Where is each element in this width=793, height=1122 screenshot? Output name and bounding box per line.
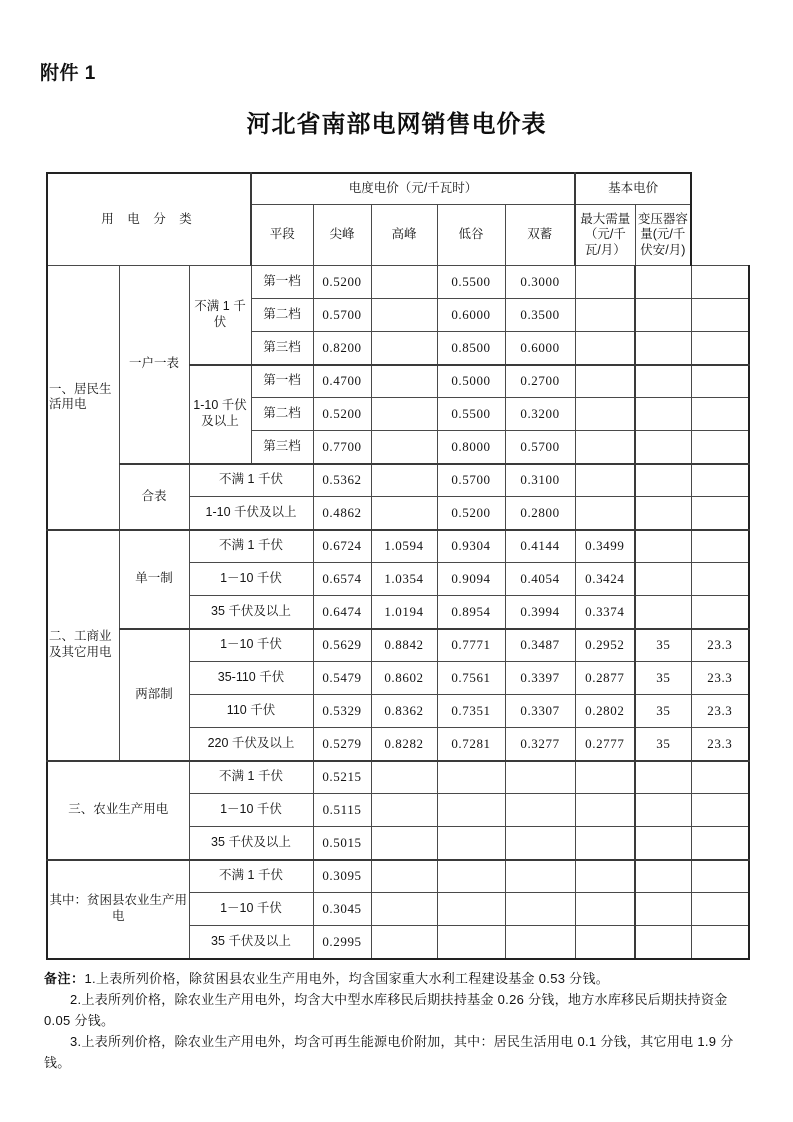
cell-flat: 0.7700 [313, 431, 371, 464]
cell-peak: 0.5500 [437, 266, 505, 299]
cell-peak: 0.5500 [437, 398, 505, 431]
section-label-residential: 一、居民生活用电 [47, 266, 119, 530]
cell-double-storage [575, 893, 635, 926]
cell-valley: 0.4054 [505, 563, 575, 596]
cell-transformer-capacity [691, 563, 749, 596]
cell-flat: 0.6724 [313, 530, 371, 563]
cell-sharp-peak: 0.8602 [371, 662, 437, 695]
cell-transformer-capacity: 23.3 [691, 662, 749, 695]
voltage-label: 不满 1 千伏 [189, 530, 313, 563]
cell-valley [505, 893, 575, 926]
cell-peak: 0.9304 [437, 530, 505, 563]
cell-max-demand: 35 [635, 629, 691, 662]
cell-double-storage [575, 266, 635, 299]
cell-flat: 0.3045 [313, 893, 371, 926]
cell-flat: 0.5279 [313, 728, 371, 761]
cell-peak [437, 926, 505, 959]
cell-sharp-peak [371, 464, 437, 497]
cell-transformer-capacity [691, 827, 749, 860]
header-peak: 高峰 [371, 205, 437, 266]
cell-max-demand: 35 [635, 728, 691, 761]
cell-transformer-capacity [691, 332, 749, 365]
voltage-label: 不满 1 千伏 [189, 266, 251, 365]
cell-valley: 0.3100 [505, 464, 575, 497]
cell-peak: 0.5200 [437, 497, 505, 530]
cell-transformer-capacity [691, 860, 749, 893]
footnote-item-1 [44, 968, 756, 989]
cell-flat: 0.8200 [313, 332, 371, 365]
cell-valley: 0.3277 [505, 728, 575, 761]
table-row [47, 266, 749, 299]
cell-flat: 0.4862 [313, 497, 371, 530]
cell-peak: 0.8000 [437, 431, 505, 464]
cell-max-demand [635, 332, 691, 365]
cell-double-storage: 0.3424 [575, 563, 635, 596]
tier-label: 第三档 [251, 431, 313, 464]
cell-sharp-peak [371, 266, 437, 299]
cell-peak [437, 827, 505, 860]
header-transformer-capacity: 变压器容量(元/千伏安/月) [635, 205, 691, 266]
cell-flat: 0.5329 [313, 695, 371, 728]
rate-table-container [46, 172, 748, 960]
cell-transformer-capacity [691, 398, 749, 431]
subgroup-label-one-household-one-meter: 一户一表 [119, 266, 189, 464]
cell-sharp-peak: 1.0354 [371, 563, 437, 596]
cell-double-storage: 0.2802 [575, 695, 635, 728]
tier-label: 第二档 [251, 299, 313, 332]
cell-max-demand [635, 497, 691, 530]
cell-peak: 0.9094 [437, 563, 505, 596]
cell-flat: 0.5629 [313, 629, 371, 662]
voltage-label: 35-110 千伏 [189, 662, 313, 695]
cell-valley: 0.2700 [505, 365, 575, 398]
cell-flat: 0.5362 [313, 464, 371, 497]
footnotes-label: 备注： [44, 971, 85, 986]
table-row [47, 530, 749, 563]
cell-valley: 0.5700 [505, 431, 575, 464]
cell-sharp-peak [371, 299, 437, 332]
header-row-top [47, 173, 749, 205]
cell-peak: 0.7771 [437, 629, 505, 662]
cell-transformer-capacity [691, 431, 749, 464]
voltage-label: 220 千伏及以上 [189, 728, 313, 761]
cell-sharp-peak [371, 398, 437, 431]
cell-max-demand [635, 926, 691, 959]
cell-double-storage [575, 431, 635, 464]
footnote-item-3 [44, 1031, 756, 1073]
cell-double-storage [575, 299, 635, 332]
table-row [47, 761, 749, 794]
table-row [47, 860, 749, 893]
cell-flat: 0.4700 [313, 365, 371, 398]
cell-double-storage [575, 332, 635, 365]
footnote-text-3: 3.上表所列价格，除农业生产用电外，均含可再生能源电价附加，其中：居民生活用电 0.1 分钱，其它用电 1.9 分钱。 [44, 1034, 734, 1071]
cell-sharp-peak: 1.0194 [371, 596, 437, 629]
cell-max-demand: 35 [635, 662, 691, 695]
voltage-label: 1－10 千伏 [189, 563, 313, 596]
cell-double-storage [575, 464, 635, 497]
cell-flat: 0.5200 [313, 266, 371, 299]
footnotes [44, 968, 756, 1073]
cell-double-storage: 0.2877 [575, 662, 635, 695]
cell-transformer-capacity [691, 596, 749, 629]
footnote-text-1: 1.上表所列价格，除贫困县农业生产用电外，均含国家重大水利工程建设基金 0.53 分钱。 [84, 971, 610, 986]
cell-sharp-peak: 0.8842 [371, 629, 437, 662]
cell-max-demand [635, 761, 691, 794]
cell-transformer-capacity: 23.3 [691, 728, 749, 761]
cell-transformer-capacity [691, 266, 749, 299]
subgroup-label-single-tariff: 单一制 [119, 530, 189, 629]
cell-peak: 0.7561 [437, 662, 505, 695]
cell-sharp-peak [371, 926, 437, 959]
cell-max-demand [635, 398, 691, 431]
cell-peak: 0.7351 [437, 695, 505, 728]
cell-max-demand [635, 794, 691, 827]
voltage-label: 1－10 千伏 [189, 794, 313, 827]
cell-transformer-capacity: 23.3 [691, 695, 749, 728]
cell-max-demand [635, 596, 691, 629]
header-double-storage: 双蓄 [505, 205, 575, 266]
electricity-rate-table [46, 172, 750, 960]
cell-peak: 0.5700 [437, 464, 505, 497]
cell-double-storage [575, 497, 635, 530]
cell-transformer-capacity [691, 365, 749, 398]
cell-double-storage [575, 860, 635, 893]
cell-max-demand [635, 464, 691, 497]
cell-valley [505, 926, 575, 959]
tier-label: 第一档 [251, 365, 313, 398]
cell-peak: 0.8500 [437, 332, 505, 365]
cell-valley: 0.3307 [505, 695, 575, 728]
section-label-poor-county-agriculture: 其中：贫困县农业生产用电 [47, 860, 189, 959]
table-header [47, 173, 749, 266]
cell-sharp-peak [371, 794, 437, 827]
cell-double-storage: 0.3374 [575, 596, 635, 629]
cell-valley: 0.6000 [505, 332, 575, 365]
table-row [47, 464, 749, 497]
tier-label: 第二档 [251, 398, 313, 431]
cell-flat: 0.6474 [313, 596, 371, 629]
cell-valley [505, 827, 575, 860]
cell-double-storage: 0.2777 [575, 728, 635, 761]
footnote-text-2: 2.上表所列价格，除农业生产用电外，均含大中型水库移民后期扶持基金 0.26 分钱，地方水库移民后期扶持资金 0.05 分钱。 [44, 992, 728, 1029]
cell-valley: 0.3000 [505, 266, 575, 299]
cell-peak [437, 794, 505, 827]
voltage-label: 1－10 千伏 [189, 629, 313, 662]
cell-max-demand [635, 431, 691, 464]
cell-peak: 0.5000 [437, 365, 505, 398]
attachment-label: 附件 1 [40, 63, 96, 84]
cell-flat: 0.5115 [313, 794, 371, 827]
cell-valley [505, 860, 575, 893]
cell-flat: 0.5015 [313, 827, 371, 860]
cell-valley: 0.2800 [505, 497, 575, 530]
cell-sharp-peak: 1.0594 [371, 530, 437, 563]
cell-valley: 0.4144 [505, 530, 575, 563]
voltage-label: 不满 1 千伏 [189, 464, 313, 497]
section-label-industrial-commercial: 二、工商业及其它用电 [47, 530, 119, 761]
cell-double-storage [575, 926, 635, 959]
cell-max-demand: 35 [635, 695, 691, 728]
cell-sharp-peak [371, 365, 437, 398]
cell-double-storage [575, 827, 635, 860]
cell-sharp-peak: 0.8362 [371, 695, 437, 728]
cell-peak: 0.7281 [437, 728, 505, 761]
cell-valley [505, 794, 575, 827]
cell-peak: 0.6000 [437, 299, 505, 332]
cell-max-demand [635, 827, 691, 860]
cell-valley [505, 761, 575, 794]
cell-sharp-peak [371, 332, 437, 365]
cell-double-storage [575, 398, 635, 431]
cell-flat: 0.5479 [313, 662, 371, 695]
page-title: 河北省南部电网销售电价表 [246, 111, 547, 138]
header-valley: 低谷 [437, 205, 505, 266]
table-row [47, 629, 749, 662]
table-body [47, 266, 749, 959]
cell-flat: 0.6574 [313, 563, 371, 596]
cell-peak: 0.8954 [437, 596, 505, 629]
subgroup-label-two-part-tariff: 两部制 [119, 629, 189, 761]
cell-sharp-peak [371, 497, 437, 530]
cell-sharp-peak [371, 761, 437, 794]
cell-transformer-capacity [691, 794, 749, 827]
cell-flat: 0.5700 [313, 299, 371, 332]
cell-flat: 0.5215 [313, 761, 371, 794]
cell-double-storage: 0.2952 [575, 629, 635, 662]
header-basic-price-group: 基本电价 [575, 173, 691, 205]
voltage-label: 1-10 千伏及以上 [189, 497, 313, 530]
cell-transformer-capacity [691, 926, 749, 959]
cell-max-demand [635, 530, 691, 563]
cell-valley: 0.3487 [505, 629, 575, 662]
cell-sharp-peak [371, 431, 437, 464]
cell-valley: 0.3397 [505, 662, 575, 695]
subgroup-label-combined-meter: 合表 [119, 464, 189, 530]
section-label-agriculture: 三、农业生产用电 [47, 761, 189, 860]
voltage-label: 35 千伏及以上 [189, 827, 313, 860]
cell-transformer-capacity [691, 497, 749, 530]
header-energy-price-group: 电度电价（元/千瓦时） [251, 173, 575, 205]
cell-double-storage [575, 761, 635, 794]
cell-sharp-peak [371, 893, 437, 926]
header-max-demand: 最大需量（元/千瓦/月） [575, 205, 635, 266]
cell-peak [437, 761, 505, 794]
cell-transformer-capacity [691, 893, 749, 926]
header-sharp-peak: 尖峰 [313, 205, 371, 266]
cell-valley: 0.3200 [505, 398, 575, 431]
cell-sharp-peak [371, 827, 437, 860]
cell-peak [437, 893, 505, 926]
header-category: 用 电 分 类 [47, 173, 251, 266]
cell-max-demand [635, 893, 691, 926]
tier-label: 第三档 [251, 332, 313, 365]
cell-flat: 0.2995 [313, 926, 371, 959]
tier-label: 第一档 [251, 266, 313, 299]
cell-max-demand [635, 365, 691, 398]
header-flat: 平段 [251, 205, 313, 266]
cell-valley: 0.3500 [505, 299, 575, 332]
cell-valley: 0.3994 [505, 596, 575, 629]
voltage-label: 1－10 千伏 [189, 893, 313, 926]
cell-transformer-capacity [691, 761, 749, 794]
cell-double-storage: 0.3499 [575, 530, 635, 563]
cell-max-demand [635, 266, 691, 299]
voltage-label: 1-10 千伏及以上 [189, 365, 251, 464]
voltage-label: 35 千伏及以上 [189, 596, 313, 629]
cell-double-storage [575, 365, 635, 398]
cell-transformer-capacity [691, 464, 749, 497]
cell-flat: 0.3095 [313, 860, 371, 893]
cell-transformer-capacity [691, 530, 749, 563]
cell-double-storage [575, 794, 635, 827]
voltage-label: 35 千伏及以上 [189, 926, 313, 959]
cell-transformer-capacity [691, 299, 749, 332]
footnote-item-2 [44, 989, 756, 1031]
cell-transformer-capacity: 23.3 [691, 629, 749, 662]
cell-flat: 0.5200 [313, 398, 371, 431]
cell-sharp-peak: 0.8282 [371, 728, 437, 761]
cell-max-demand [635, 299, 691, 332]
voltage-label: 不满 1 千伏 [189, 860, 313, 893]
cell-peak [437, 860, 505, 893]
cell-max-demand [635, 860, 691, 893]
voltage-label: 不满 1 千伏 [189, 761, 313, 794]
cell-max-demand [635, 563, 691, 596]
voltage-label: 110 千伏 [189, 695, 313, 728]
cell-sharp-peak [371, 860, 437, 893]
